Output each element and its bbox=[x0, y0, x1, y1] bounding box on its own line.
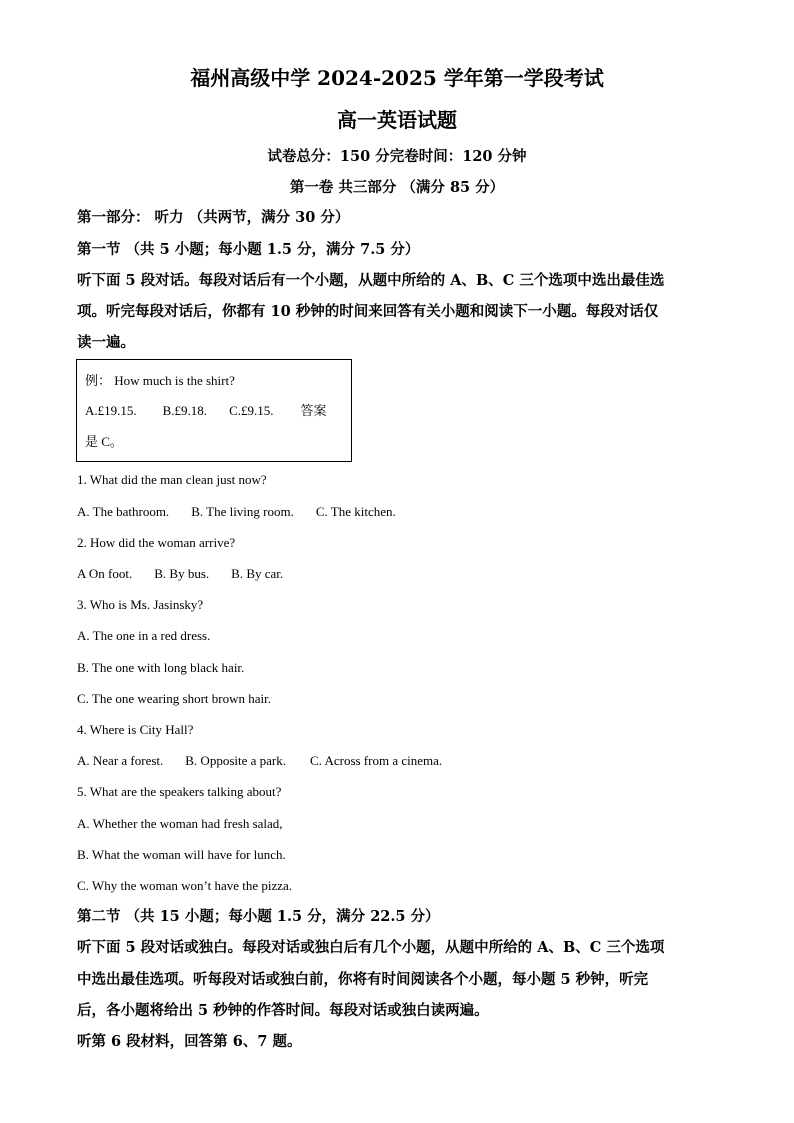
exam-subtitle: 高一英语试题 bbox=[337, 108, 457, 132]
option: B. The living room. bbox=[191, 504, 294, 519]
question-2-options bbox=[77, 565, 283, 583]
question-5-option-b: B. What the woman will have for lunch. bbox=[77, 847, 286, 862]
exam-info: 试卷总分：150 分完卷时间：120 分钟 bbox=[267, 148, 527, 165]
example-answer: 是 C。 bbox=[85, 434, 123, 449]
section1-instruction-line: 听下面 5 段对话。每段对话后有一个小题，从题中所给的 A、B、C 三个选项中选出最佳选 bbox=[77, 272, 665, 289]
section2-instruction-line: 听下面 5 段对话或独白。每段对话或独白后有几个小题，从题中所给的 A、B、C 三个选项 bbox=[77, 939, 665, 956]
option: B. By bus. bbox=[154, 566, 210, 581]
option: C. Across from a cinema. bbox=[310, 753, 443, 768]
option: B. Opposite a park. bbox=[185, 753, 286, 768]
part1-heading: 第一部分： 听力 （共两节，满分 30 分） bbox=[77, 209, 350, 226]
volume-heading: 第一卷 共三部分 （满分 85 分） bbox=[289, 179, 505, 196]
option: B. By car. bbox=[231, 566, 284, 581]
example-answer-label: 答案 bbox=[300, 403, 327, 418]
question-3: 3. Who is Ms. Jasinsky? bbox=[77, 597, 204, 612]
question-4-options bbox=[77, 752, 442, 770]
question-1: 1. What did the man clean just now? bbox=[77, 472, 267, 487]
section1-instruction-line: 读一遍。 bbox=[77, 334, 135, 351]
question-2: 2. How did the woman arrive? bbox=[77, 535, 236, 550]
question-3-option-b: B. The one with long black hair. bbox=[77, 660, 245, 675]
question-5: 5. What are the speakers talking about? bbox=[77, 784, 282, 799]
example-option: A.£19.15. bbox=[85, 403, 137, 418]
example-box bbox=[76, 359, 352, 462]
example-option: B.£9.18. bbox=[162, 403, 208, 418]
section2-instruction-line: 中选出最佳选项。听每段对话或独白前，你将有时间阅读各个小题，每小题 5 秒钟，听完 bbox=[77, 971, 649, 988]
section2-instruction-line: 后，各小题将给出 5 秒钟的作答时间。每段对话或独白读两遍。 bbox=[77, 1002, 489, 1019]
example-question: 例： How much is the shirt? bbox=[85, 373, 235, 388]
question-5-option-c: C. Why the woman won’t have the pizza. bbox=[77, 878, 293, 893]
option: A On foot. bbox=[77, 566, 133, 581]
example-options bbox=[85, 402, 327, 420]
question-3-option-c: C. The one wearing short brown hair. bbox=[77, 691, 271, 706]
section1-heading: 第一节 （共 5 小题；每小题 1.5 分，满分 7.5 分） bbox=[77, 241, 420, 258]
question-4: 4. Where is City Hall? bbox=[77, 722, 194, 737]
option: A. Near a forest. bbox=[77, 753, 164, 768]
question-3-option-a: A. The one in a red dress. bbox=[77, 628, 211, 643]
exam-title: 福州高级中学 2024-2025 学年第一学段考试 bbox=[190, 66, 604, 90]
option: A. The bathroom. bbox=[77, 504, 170, 519]
section1-instruction-line: 项。听完每段对话后，你都有 10 秒钟的时间来回答有关小题和阅读下一小题。每段对话仅 bbox=[77, 303, 659, 320]
question-5-option-a: A. Whether the woman had fresh salad, bbox=[77, 816, 283, 831]
option: C. The kitchen. bbox=[315, 504, 396, 519]
material-heading: 听第 6 段材料，回答第 6、7 题。 bbox=[77, 1033, 302, 1050]
question-1-options bbox=[77, 503, 396, 521]
example-option: C.£9.15. bbox=[229, 403, 274, 418]
section2-heading: 第二节 （共 15 小题；每小题 1.5 分，满分 22.5 分） bbox=[77, 908, 440, 925]
